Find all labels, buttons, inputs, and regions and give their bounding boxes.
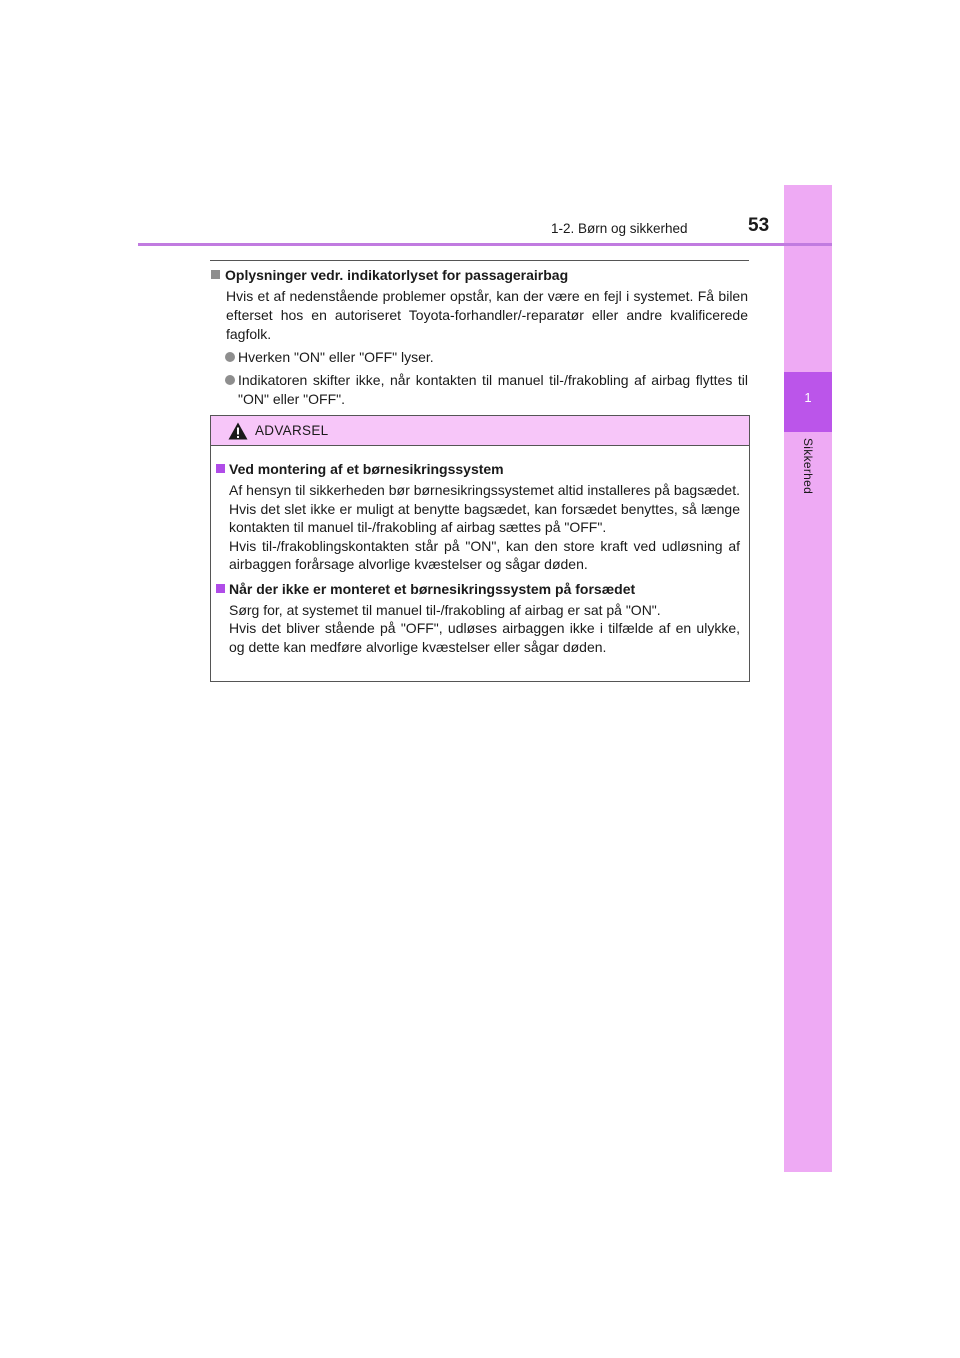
section-reference: 1-2. Børn og sikkerhed — [551, 221, 688, 236]
round-bullet-icon — [225, 352, 235, 362]
header-rule — [138, 243, 832, 246]
chapter-number: 1 — [804, 390, 812, 405]
list-item — [225, 348, 748, 367]
warning-item-heading — [216, 460, 740, 479]
square-bullet-icon — [216, 584, 225, 593]
warning-item-heading — [216, 580, 740, 599]
square-bullet-icon — [216, 464, 225, 473]
list-item — [225, 371, 748, 409]
page-number: 53 — [748, 215, 770, 236]
section-heading — [210, 266, 748, 285]
section-intro: Hvis et af nedenstående problemer opstår, kan der være en fejl i systemet. Få bilen efterset hos en autoriseret Toyota-forhandler/-reparatør eller andre kvalificerede fagfolk. — [226, 288, 748, 342]
round-bullet-icon — [225, 375, 235, 385]
warning-item-heading-text: Ved montering af et børnesikringssystem — [229, 461, 504, 477]
warning-paragraph: Hvis til-/frakoblingskontakten står på "ON", kan den store kraft ved udløsning af airbaggen forårsage alvorlige kvæstelser og sågar døden. — [229, 537, 740, 572]
list-item-text: Indikatoren skifter ikke, når kontakten til manuel til-/frakobling af airbag flyttes til "ON" eller "OFF". — [238, 372, 748, 407]
warning-body — [211, 446, 749, 656]
square-bullet-icon — [211, 270, 220, 279]
warning-paragraph: Sørg for, at systemet til manuel til-/frakobling af airbag er sat på "ON". — [229, 601, 661, 618]
warning-paragraph: Hvis det bliver stående på "OFF", udløses airbaggen ikke i tilfælde af en ulykke, og dette kan medføre alvorlige kvæstelser eller sågar døden. — [229, 620, 740, 655]
warning-box — [210, 415, 750, 682]
list-item-text: Hverken "ON" eller "OFF" lyser. — [238, 349, 434, 365]
warning-title: ADVARSEL — [255, 423, 329, 438]
warning-header — [211, 416, 749, 446]
chapter-label: Sikkerhed — [801, 438, 815, 495]
warning-item-heading-text: Når der ikke er monteret et børnesikringssystem på forsædet — [229, 580, 636, 597]
content-rule — [210, 260, 749, 261]
warning-triangle-icon — [228, 422, 248, 440]
chapter-side-tab — [784, 185, 832, 1172]
main-content — [210, 266, 748, 409]
warning-paragraph: Af hensyn til sikkerheden bør børnesikringssystemet altid installeres på bagsædet. Hvis det slet ikke er muligt at benytte bagsædet, kan forsædet benyttes, så længe kontakten til manuel til-/frakobling af airbag sættes på "OFF". — [229, 482, 740, 535]
section-heading-text: Oplysninger vedr. indikatorlyset for passagerairbag — [225, 267, 569, 283]
